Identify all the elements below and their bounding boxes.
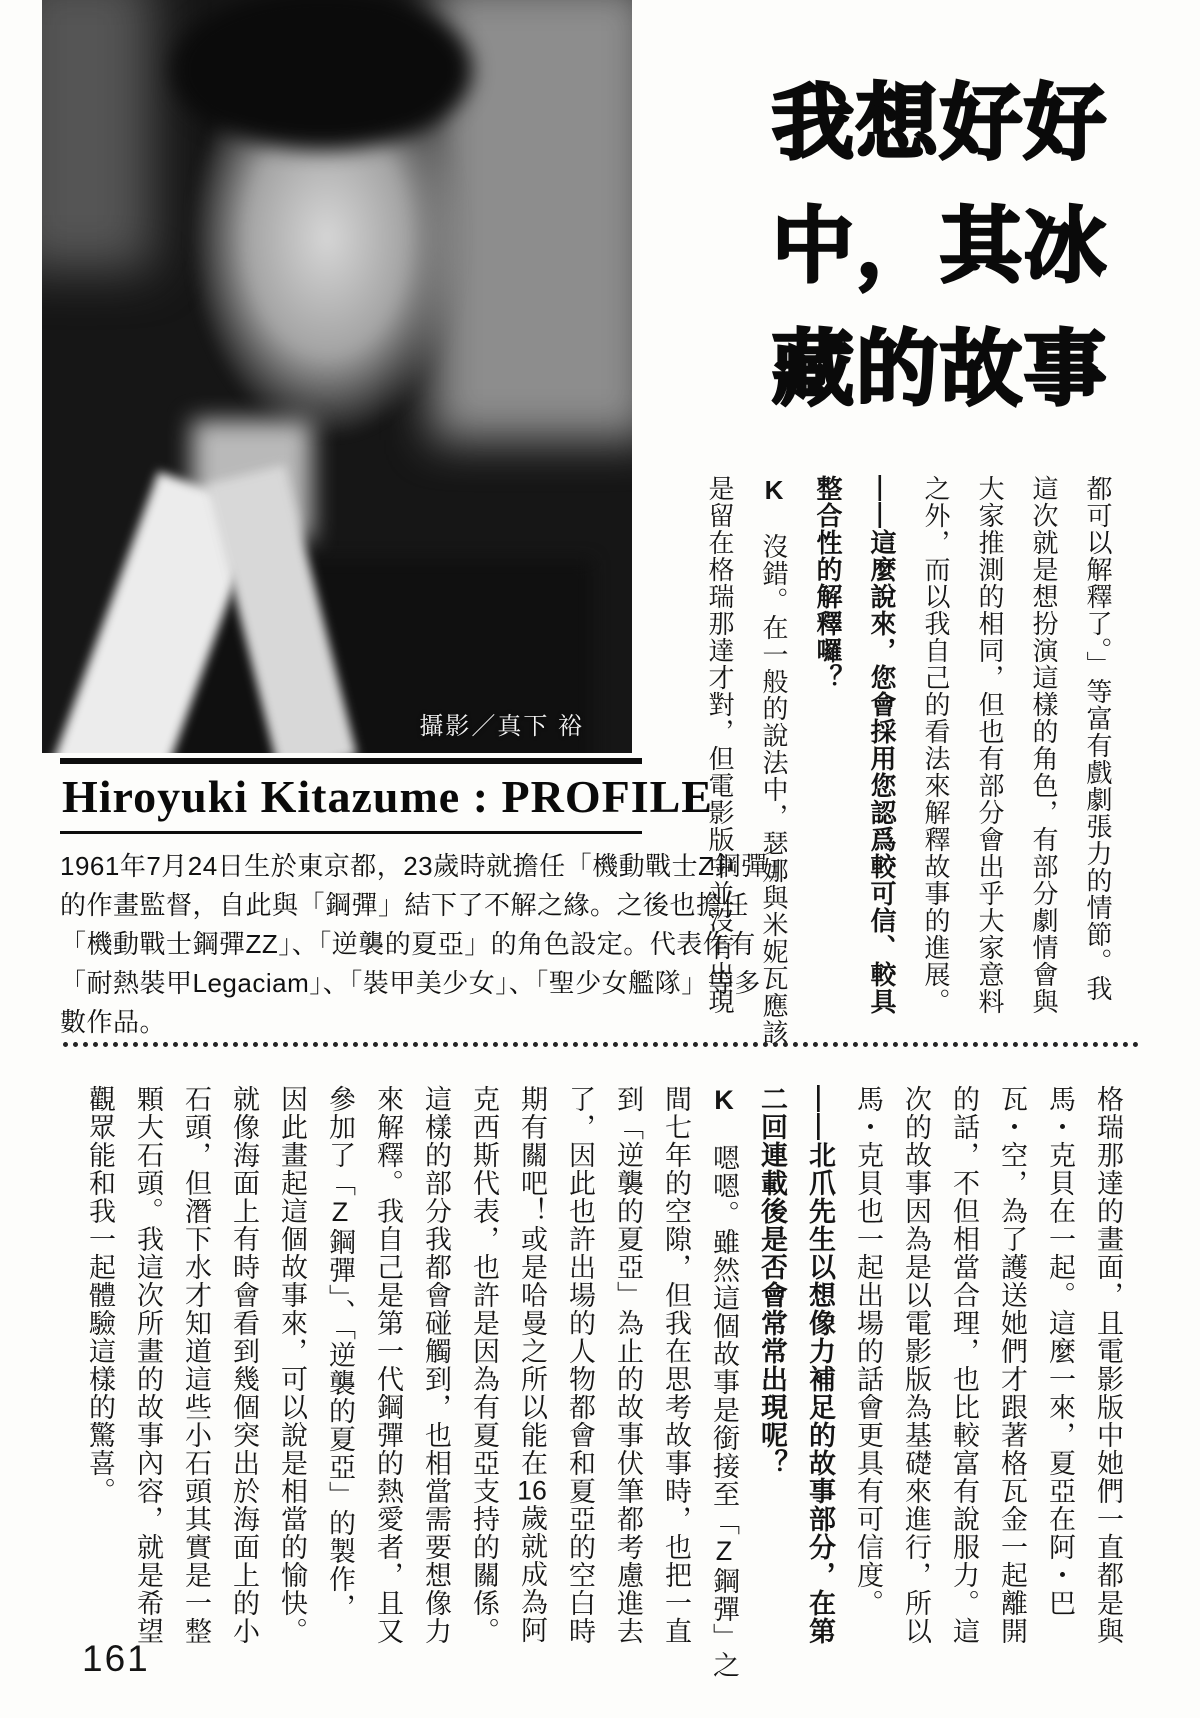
interview-column: K 嗯嗯。雖然這個故事是銜接至「Z鋼彈」之 (709, 1085, 739, 1679)
profile-top-rule (60, 758, 642, 764)
interview-column: ——北爪先生以想像力補足的故事部分，在第 (805, 1085, 835, 1645)
interview-column: 間七年的空隙，但我在思考故事時，也把一直 (661, 1085, 691, 1645)
page-number: 161 (82, 1638, 150, 1679)
interview-column: 觀眾能和我一起體驗這樣的驚喜。 (85, 1085, 115, 1505)
interview-column: 到「逆襲的夏亞」為止的故事伏筆都考慮進去 (613, 1085, 643, 1645)
portrait-photo (42, 0, 632, 753)
interview-column: ——這麼說來，您會採用您認爲較可信、較具 (867, 475, 897, 1015)
interview-column: 整合性的解釋囉？ (813, 475, 843, 691)
interview-column: 克西斯代表，也許是因為有夏亞支持的關係。 (469, 1085, 499, 1645)
interview-column: 來解釋。我自己是第一代鋼彈的熱愛者，且又 (373, 1085, 403, 1645)
interview-column: 石頭，但潛下水才知道這些小石頭其實是一整 (181, 1085, 211, 1645)
profile-line: 的作畫監督，自此與「鋼彈」結下了不解之緣。之後也擔任 (60, 890, 750, 920)
profile-bottom-rule (60, 831, 642, 834)
interview-column: 因此畫起這個故事來，可以說是相當的愉快。 (277, 1085, 307, 1645)
interview-column: 的話，不但相當合理，也比較富有說服力。這 (949, 1085, 979, 1645)
interview-column: 期有關吧！或是哈曼之所以能在16歲就成為阿 (517, 1085, 547, 1644)
interview-column: K 沒錯。在一般的說法中，瑟娜與米妮瓦應該 (759, 475, 789, 1046)
latin-run: Z (325, 1197, 355, 1228)
dotted-divider (63, 1042, 1139, 1047)
interview-column: 次的故事因為是以電影版為基礎來進行，所以 (901, 1085, 931, 1645)
profile-line: 1961年7月24日生於東京都，23歲時就擔任「機動戰士Z鋼彈」 (60, 851, 795, 881)
profile-title: Hiroyuki Kitazume : PROFILE (62, 771, 713, 822)
interview-column: 格瑞那達的畫面，且電影版中她們一直都是與 (1093, 1085, 1123, 1645)
profile-line: 數作品。 (60, 1007, 167, 1037)
interview-column: 了，因此也許出場的人物都會和夏亞的空白時 (565, 1085, 595, 1645)
latin-run: K (759, 475, 789, 506)
interview-column: 大家推測的相同，但也有部分會出乎大家意料 (975, 475, 1005, 1015)
headline-line-1: 我想好好 (772, 78, 1109, 169)
interview-column: 馬・克貝在一起。這麼一來，夏亞在阿・巴 (1045, 1085, 1075, 1617)
profile-text (60, 847, 795, 1042)
profile-line: 「機動戰士鋼彈ZZ」、「逆襲的夏亞」的角色設定。代表作有 (60, 929, 756, 959)
interview-column: 這次就是想扮演這樣的角色，有部分劇情會與 (1029, 475, 1059, 1015)
interview-column: 之外，而以我自己的看法來解釋故事的進展。 (921, 475, 951, 1015)
interview-column: 就像海面上有時會看到幾個突出於海面上的小 (229, 1085, 259, 1645)
profile-section (60, 758, 795, 1042)
interview-column: 馬・克貝也一起出場的話會更具有可信度。 (853, 1085, 883, 1617)
profile-line: 「耐熱裝甲Legaciam」、「裝甲美少女」、「聖少女艦隊」等多 (60, 968, 761, 998)
latin-run: Z (709, 1536, 739, 1567)
latin-run: K (709, 1085, 739, 1116)
interview-column: 這樣的部分我都會碰觸到，也相當需要想像力 (421, 1085, 451, 1645)
interview-column: 參加了「Z鋼彈」、「逆襲的夏亞」的製作， (325, 1085, 355, 1621)
interview-top-block (693, 475, 1125, 1046)
photo-wall-shadow-shape (42, 0, 152, 270)
interview-column: 顆大石頭。我這次所畫的故事內容，就是希望 (133, 1085, 163, 1645)
headline (772, 62, 1172, 431)
photo-credit: 攝影／真下 裕 (419, 713, 584, 740)
latin-run: 16 (517, 1477, 547, 1504)
interview-column: 二回連載後是否會常常出現呢？ (757, 1085, 787, 1477)
headline-line-2: 中，其冰 (772, 201, 1109, 292)
interview-column: 都可以解釋了。」等富有戲劇張力的情節。我 (1083, 475, 1113, 1002)
interview-column: 瓦・空，為了護送她們才跟著格瓦金一起離開 (997, 1085, 1027, 1645)
headline-line-3: 藏的故事 (772, 324, 1109, 415)
interview-column: 是留在格瑞那達才對，但電影版中並沒有出現 (705, 475, 735, 1015)
